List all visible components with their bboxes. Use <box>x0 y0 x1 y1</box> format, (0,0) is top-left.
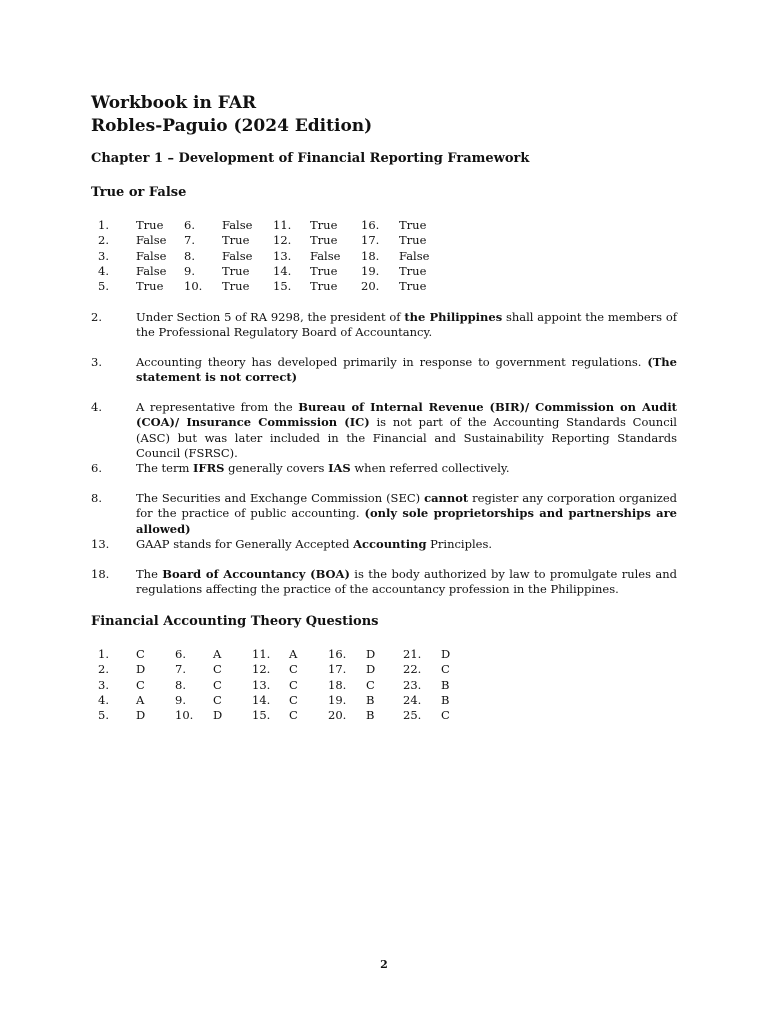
answer-letter: C <box>213 692 222 707</box>
question-number: 18. <box>361 248 380 263</box>
question-number: 15. <box>252 708 271 723</box>
explanation-fragment: GAAP stands for Generally Accepted <box>136 537 354 551</box>
answer-value: False <box>136 233 167 248</box>
explanation-text <box>136 491 677 537</box>
explanation-number: 6. <box>91 461 102 475</box>
answer-letter: C <box>213 662 222 677</box>
question-number: 8. <box>175 677 186 692</box>
answer-value: False <box>222 218 253 232</box>
question-number: 8. <box>184 248 195 263</box>
answer-value: True <box>310 218 338 232</box>
answer-value: False <box>310 248 341 263</box>
question-number: 16. <box>361 218 380 232</box>
question-number: 19. <box>328 692 347 707</box>
explanation-number: 13. <box>91 537 110 551</box>
answer-letter: A <box>136 692 145 707</box>
explanation-item <box>91 567 677 598</box>
question-number: 3. <box>98 677 109 692</box>
explanation-item <box>91 537 677 552</box>
answer-value: False <box>222 248 253 263</box>
explanation-fragment: is not part of the Accounting Standards Council (ASC) but was later included in the Financial and Sustainability Reporting Standards Council (FSRSC). <box>136 415 677 460</box>
answer-value: True <box>310 233 338 248</box>
explanation-item <box>91 400 677 461</box>
answer-value: False <box>136 263 167 278</box>
question-number: 20. <box>361 279 380 294</box>
question-number: 18. <box>328 677 347 692</box>
answer-value: True <box>310 279 338 294</box>
question-number: 7. <box>184 233 195 248</box>
explanation-fragment: The term <box>136 461 194 475</box>
question-number: 10. <box>184 279 203 294</box>
emphasis-text: (The statement is not correct) <box>136 355 677 385</box>
explanation-number: 3. <box>91 355 102 369</box>
explanation-number: 18. <box>91 567 110 581</box>
answer-value: True <box>399 279 427 294</box>
question-number: 13. <box>273 248 292 263</box>
question-number: 25. <box>403 708 422 723</box>
question-number: 17. <box>361 233 380 248</box>
explanation-fragment: register any corporation organized for the practice of public accounting. <box>136 491 677 521</box>
answer-letter: B <box>366 708 375 723</box>
explanation-fragment: is the body authorized by law to promulgate rules and regulations affecting the practice of the accountancy profession in the Philippines. <box>136 567 677 597</box>
emphasis-text: cannot <box>424 491 469 505</box>
question-number: 21. <box>403 647 422 661</box>
answer-letter: C <box>136 647 145 661</box>
answer-value: False <box>399 248 430 263</box>
question-number: 2. <box>98 233 109 248</box>
question-number: 9. <box>175 692 186 707</box>
answer-letter: A <box>213 647 222 661</box>
explanation-text <box>136 461 677 476</box>
question-number: 4. <box>98 263 109 278</box>
explanation-fragment: Accounting theory has developed primarily in response to government regulations. <box>136 355 648 369</box>
answer-letter: C <box>366 677 375 692</box>
question-number: 1. <box>98 218 109 232</box>
answer-letter: B <box>441 677 450 692</box>
explanation-text <box>136 400 677 461</box>
answer-letter: A <box>289 647 298 661</box>
answer-letter: D <box>366 662 376 677</box>
answer-letter: C <box>289 677 298 692</box>
answer-letter: C <box>289 708 298 723</box>
answer-value: True <box>399 218 427 232</box>
explanation-text <box>136 567 677 598</box>
question-number: 20. <box>328 708 347 723</box>
explanation-item <box>91 461 677 476</box>
answer-value: True <box>222 279 250 294</box>
explanation-number: 8. <box>91 491 102 505</box>
true-false-heading: True or False <box>91 185 187 200</box>
explanation-fragment: The <box>136 567 163 581</box>
explanation-fragment: Principles. <box>426 537 492 551</box>
chapter-heading: Chapter 1 – Development of Financial Reporting Framework <box>91 151 530 166</box>
explanation-text <box>136 310 677 341</box>
question-number: 12. <box>252 662 271 677</box>
question-number: 23. <box>403 677 422 692</box>
answer-letter: D <box>136 708 146 723</box>
question-number: 6. <box>184 218 195 232</box>
explanation-number: 4. <box>91 400 102 414</box>
question-number: 24. <box>403 692 422 707</box>
answer-value: False <box>136 248 167 263</box>
question-number: 10. <box>175 708 194 723</box>
title-line-2: Robles-Paguio (2024 Edition) <box>91 116 373 136</box>
question-number: 7. <box>175 662 186 677</box>
theory-heading: Financial Accounting Theory Questions <box>91 614 379 629</box>
emphasis-text: Bureau of Internal Revenue (BIR)/ Commission on Audit (COA)/ Insurance Commission (IC) <box>136 400 677 430</box>
answer-letter: C <box>136 677 145 692</box>
answer-letter: D <box>441 647 451 661</box>
answer-letter: B <box>441 692 450 707</box>
question-number: 6. <box>175 647 186 661</box>
explanation-item <box>91 491 677 537</box>
explanation-fragment: generally covers <box>224 461 329 475</box>
answer-letter: C <box>289 662 298 677</box>
explanation-number: 2. <box>91 310 102 324</box>
question-number: 9. <box>184 263 195 278</box>
page-number: 2 <box>380 958 388 971</box>
question-number: 11. <box>273 218 292 232</box>
explanation-fragment: when referred collectively. <box>350 461 510 475</box>
explanation-text <box>136 355 677 386</box>
answer-letter: C <box>289 692 298 707</box>
emphasis-text: (only sole proprietorships and partnerships are allowed) <box>136 506 677 536</box>
emphasis-text: Board of Accountancy (BOA) <box>162 567 350 581</box>
question-number: 1. <box>98 647 109 661</box>
question-number: 13. <box>252 677 271 692</box>
emphasis-text: the Philippines <box>404 310 503 324</box>
answer-letter: B <box>366 692 375 707</box>
answer-letter: C <box>441 708 450 723</box>
question-number: 4. <box>98 692 109 707</box>
question-number: 11. <box>252 647 271 661</box>
explanation-fragment: The Securities and Exchange Commission (SEC) <box>136 491 425 505</box>
question-number: 2. <box>98 662 109 677</box>
question-number: 14. <box>252 692 271 707</box>
explanation-item <box>91 355 677 386</box>
question-number: 14. <box>273 263 292 278</box>
emphasis-text: Accounting <box>353 537 427 551</box>
answer-value: True <box>222 263 250 278</box>
answer-letter: D <box>213 708 223 723</box>
answer-value: True <box>136 218 164 232</box>
answer-value: True <box>310 263 338 278</box>
document-title <box>91 92 372 138</box>
emphasis-text: IAS <box>328 461 351 475</box>
question-number: 17. <box>328 662 347 677</box>
answer-letter: D <box>366 647 376 661</box>
explanation-text <box>136 537 677 552</box>
explanation-item <box>91 310 677 341</box>
question-number: 12. <box>273 233 292 248</box>
answer-value: True <box>399 233 427 248</box>
title-line-1: Workbook in FAR <box>91 93 257 113</box>
explanation-fragment: shall appoint the members of the Professional Regulatory Board of Accountancy. <box>136 310 677 340</box>
answer-letter: C <box>441 662 450 677</box>
answer-value: True <box>222 233 250 248</box>
explanation-fragment: Under Section 5 of RA 9298, the president of <box>136 310 405 324</box>
question-number: 19. <box>361 263 380 278</box>
emphasis-text: IFRS <box>193 461 225 475</box>
question-number: 3. <box>98 248 109 263</box>
answer-value: True <box>136 279 164 294</box>
answer-letter: C <box>213 677 222 692</box>
question-number: 16. <box>328 647 347 661</box>
question-number: 15. <box>273 279 292 294</box>
answer-letter: D <box>136 662 146 677</box>
explanation-fragment: A representative from the <box>136 400 299 414</box>
question-number: 5. <box>98 279 109 294</box>
answer-value: True <box>399 263 427 278</box>
question-number: 22. <box>403 662 422 677</box>
question-number: 5. <box>98 708 109 723</box>
